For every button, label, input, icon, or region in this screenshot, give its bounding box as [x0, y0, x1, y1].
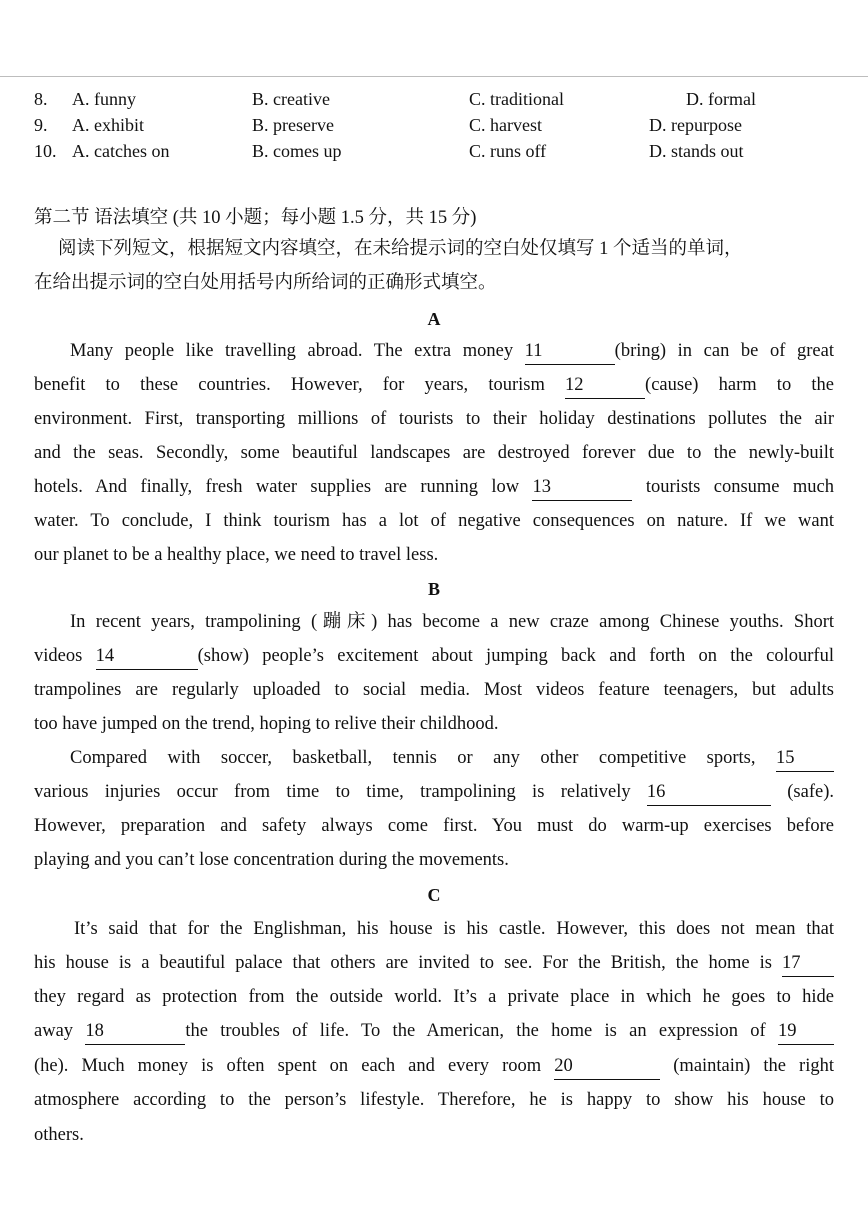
text: benefit to these countries. However, for years, tourism: [34, 375, 566, 395]
passage-c-line: [34, 1049, 834, 1083]
passage-c-line: others.: [34, 1125, 84, 1145]
option-a: A. exhibit: [72, 115, 144, 135]
blank-16: 16: [647, 779, 771, 806]
instruction-line-1: 阅读下列短文，根据短文内容填空，在未给提示词的空白处仅填写 1 个适当的单词，: [58, 239, 743, 259]
text: Compared with soccer, basketball, tennis or any other competitive sports,: [70, 748, 776, 768]
blank-14: 14: [96, 643, 198, 670]
section-instructions: [34, 232, 834, 300]
passage-c-line: [34, 946, 834, 980]
text: his house is a beautiful palace that others are invited to see. For the British, the home is: [34, 953, 782, 973]
passage-c-label: C: [427, 885, 441, 905]
text: (cause) harm to the: [645, 375, 834, 395]
text: away: [34, 1021, 86, 1041]
passage-c-line: they regard as protection from the outside world. It’s a private place in which he goes to hide: [34, 987, 834, 1007]
option-row-8: [0, 86, 868, 112]
text: (safe).: [770, 782, 834, 802]
passage-a-line: [34, 368, 834, 402]
blank-18: 18: [85, 1018, 185, 1045]
option-b: B. comes up: [252, 141, 342, 161]
question-number: 10.: [34, 141, 57, 161]
blank-20: 20: [554, 1053, 660, 1080]
option-d: D. stands out: [649, 141, 744, 161]
passage-a-line: water. To conclude, I think tourism has a lot of negative consequences on nature. If we want: [34, 511, 834, 531]
text: the troubles of life. To the American, the home is an expression of: [185, 1021, 778, 1041]
blank-11: 11: [525, 338, 615, 365]
option-b: B. creative: [252, 89, 330, 109]
text: tourists consume much: [632, 477, 834, 497]
question-number: 8.: [34, 89, 48, 109]
option-c: C. harvest: [469, 115, 542, 135]
passage-b-line: However, preparation and safety always come first. You must do warm-up exercises before: [34, 816, 834, 836]
text: (he). Much money is often spent on each and every room: [34, 1056, 555, 1076]
passage-a-label: A: [427, 309, 441, 329]
passage-b-label: B: [427, 579, 440, 599]
passage-b-line: [34, 775, 834, 809]
passage-b-line: too have jumped on the trend, hoping to relive their childhood.: [34, 714, 499, 734]
passage-b-line: trampolines are regularly uploaded to social media. Most videos feature teenagers, but adults: [34, 680, 834, 700]
option-a: A. funny: [72, 89, 136, 109]
option-row-10: [0, 138, 868, 164]
option-c: C. runs off: [469, 141, 547, 161]
option-b: B. preserve: [252, 115, 334, 135]
passage-a-line: environment. First, transporting millions of tourists to their holiday destinations pollutes the air: [34, 409, 834, 429]
passage-b-line: [34, 741, 834, 775]
question-number: 9.: [34, 115, 48, 135]
option-row-9: [0, 112, 868, 138]
text: (show) people’s excitement about jumping back and forth on the colourful: [197, 646, 834, 666]
blank-15: 15: [776, 745, 834, 772]
option-c: C. traditional: [469, 89, 564, 109]
passage-c-line: It’s said that for the Englishman, his house is his castle. However, this does not mean that: [74, 919, 834, 939]
text: videos: [34, 646, 96, 666]
section-title: 第二节 语法填空 (共 10 小题；每小题 1.5 分，共 15 分): [34, 208, 477, 228]
text: Many people like travelling abroad. The extra money: [70, 341, 525, 361]
text: hotels. And finally, fresh water supplies are running low: [34, 477, 533, 497]
blank-12: 12: [565, 372, 645, 399]
passage-a-line: and the seas. Secondly, some beautiful landscapes are destroyed forever due to the newly-built: [34, 443, 834, 463]
top-divider: [0, 76, 868, 77]
blank-17: 17: [782, 950, 834, 977]
passage-b-line: [34, 639, 834, 673]
passage-c-line: atmosphere according to the person’s lifestyle. Therefore, he is happy to show his house to: [34, 1090, 834, 1110]
text: (bring) in can be of great: [614, 341, 834, 361]
blank-13: 13: [532, 474, 632, 501]
passage-b-line: playing and you can’t lose concentration during the movements.: [34, 850, 509, 870]
passage-a-line: [34, 334, 834, 368]
passage-a-line: [34, 470, 834, 504]
passage-b-line: In recent years, trampolining (蹦床) has become a new craze among Chinese youths. Short: [70, 612, 834, 632]
option-a: A. catches on: [72, 141, 170, 161]
option-d: D. formal: [686, 89, 756, 109]
option-d: D. repurpose: [649, 115, 742, 135]
blank-19: 19: [778, 1018, 834, 1045]
text: various injuries occur from time to time, trampolining is relatively: [34, 782, 647, 802]
instruction-line-2: 在给出提示词的空白处用括号内所给词的正确形式填空。: [34, 273, 497, 293]
passage-a-line: our planet to be a healthy place, we need to travel less.: [34, 545, 439, 565]
passage-c-line: [34, 1014, 834, 1048]
text: (maintain) the right: [660, 1056, 834, 1076]
